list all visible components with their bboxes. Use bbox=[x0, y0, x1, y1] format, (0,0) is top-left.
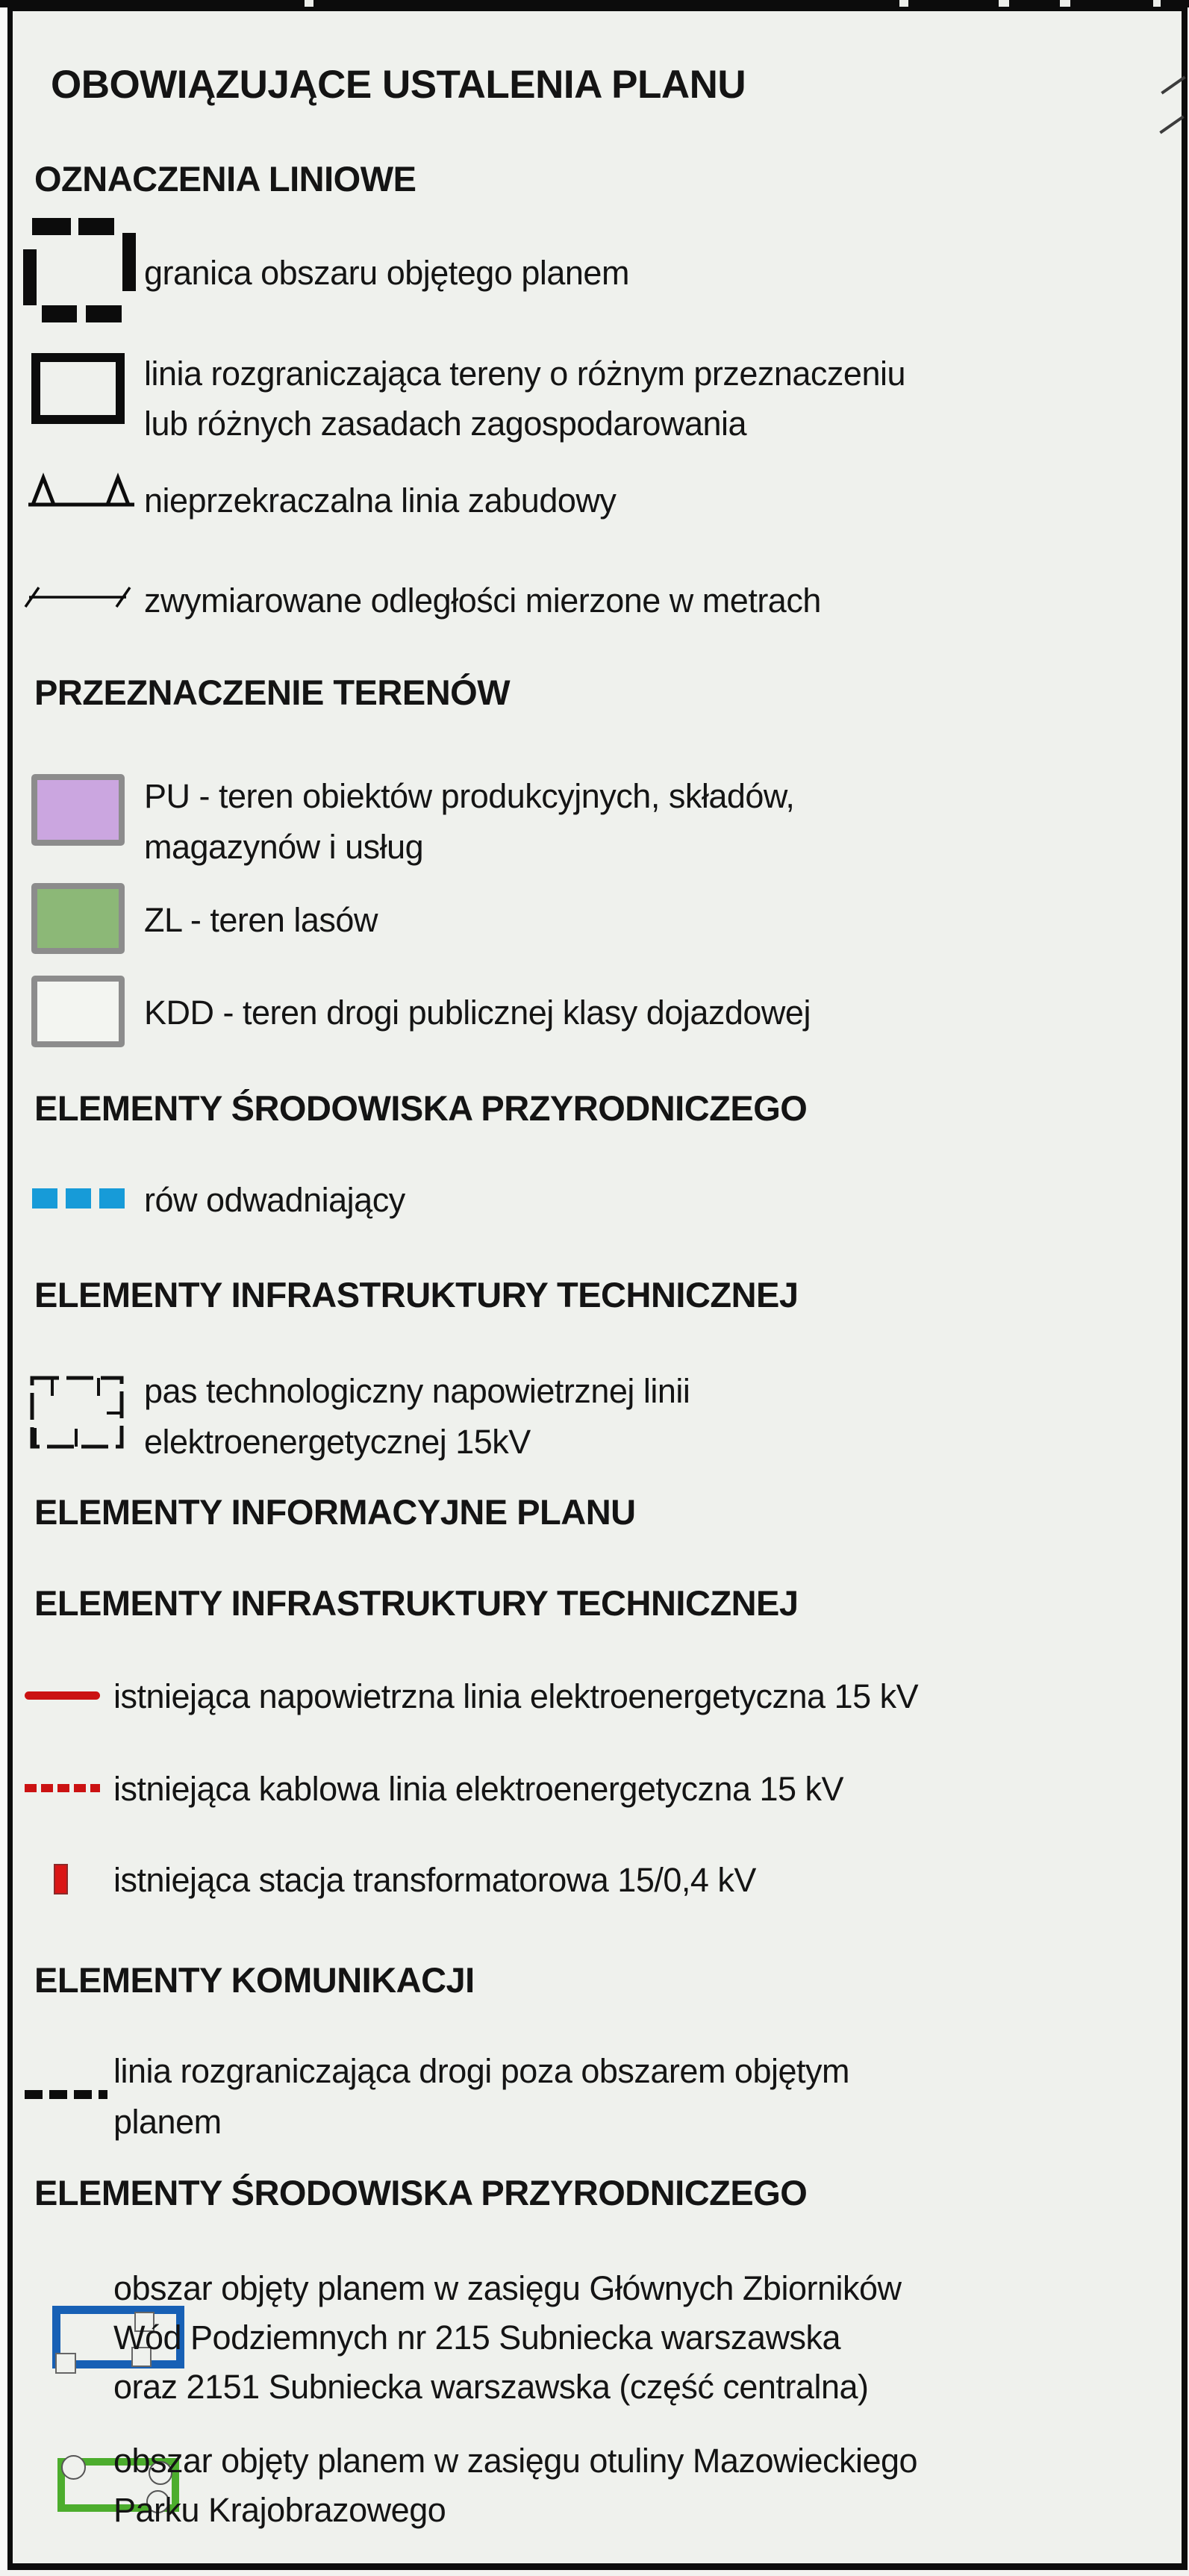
pu-swatch bbox=[31, 774, 125, 846]
stacja-transformatorowa-label: istniejąca stacja transformatorowa 15/0,4 kV bbox=[113, 1861, 756, 1899]
gzwp-label bbox=[113, 2264, 902, 2412]
linia-kablowa-label: istniejąca kablowa linia elektroenergetyczna 15 kV bbox=[113, 1770, 844, 1808]
label-line: Wód Podziemnych nr 215 Subniecka warszawska bbox=[113, 2318, 840, 2357]
pas-technologiczny-symbol bbox=[30, 1376, 124, 1449]
linia-napowietrzna-label: istniejąca napowietrzna linia elektroenergetyczna 15 kV bbox=[113, 1677, 919, 1715]
drogi-poza-obszarem-label bbox=[113, 2046, 849, 2148]
linia-rozgraniczajaca-label bbox=[144, 349, 905, 449]
linia-rozgraniczajaca-symbol bbox=[31, 353, 125, 424]
section-przeznaczenie-terenow: PRZEZNACZENIE TERENÓW bbox=[34, 673, 511, 712]
section-oznaczenia-liniowe: OZNACZENIA LINIOWE bbox=[34, 159, 416, 199]
section-srodowisko-2: ELEMENTY ŚRODOWISKA PRZYRODNICZEGO bbox=[34, 2173, 808, 2212]
zl-swatch bbox=[31, 883, 125, 954]
label-line: linia rozgraniczająca drogi poza obszarem objętym bbox=[113, 2052, 850, 2090]
section-infrastruktura-2: ELEMENTY INFRASTRUKTURY TECHNICZNEJ bbox=[34, 1583, 799, 1623]
label-line: linia rozgraniczająca tereny o różnym przeznaczeniu bbox=[144, 355, 906, 393]
pu-label bbox=[144, 771, 794, 873]
legend-title: OBOWIĄZUJĄCE USTALENIA PLANU bbox=[51, 63, 746, 107]
sheet-edge-bottom bbox=[0, 2570, 1189, 2576]
label-line: PU - teren obiektów produkcyjnych, składów, bbox=[144, 777, 795, 815]
section-komunikacja: ELEMENTY KOMUNIKACJI bbox=[34, 1960, 475, 2000]
kdd-swatch bbox=[31, 976, 125, 1047]
pas-technologiczny-label bbox=[144, 1366, 690, 1468]
label-line: obszar objęty planem w zasięgu otuliny Mazowieckiego bbox=[113, 2442, 918, 2480]
label-line: magazynów i usług bbox=[144, 828, 424, 866]
label-line: obszar objęty planem w zasięgu Głównych Zbiorników bbox=[113, 2269, 902, 2307]
label-line: Parku Krajobrazowego bbox=[113, 2491, 446, 2529]
linia-zabudowy-symbol bbox=[28, 473, 134, 508]
label-line: elektroenergetycznej 15kV bbox=[144, 1423, 531, 1461]
odleglosci-symbol bbox=[25, 581, 131, 613]
stacja-transformatorowa-symbol bbox=[54, 1864, 68, 1894]
otulina-label bbox=[113, 2436, 917, 2535]
linia-zabudowy-label: nieprzekraczalna linia zabudowy bbox=[144, 481, 617, 520]
section-informacyjne: ELEMENTY INFORMACYJNE PLANU bbox=[34, 1492, 636, 1532]
row-odwadniajacy-label: rów odwadniający bbox=[144, 1181, 405, 1219]
zl-label: ZL - teren lasów bbox=[144, 901, 378, 939]
label-line: lub różnych zasadach zagospodarowania bbox=[144, 405, 747, 443]
section-srodowisko-1: ELEMENTY ŚRODOWISKA PRZYRODNICZEGO bbox=[34, 1088, 808, 1128]
label-line: planem bbox=[113, 2103, 222, 2141]
granica-label: granica obszaru objętego planem bbox=[144, 254, 629, 292]
label-line: oraz 2151 Subniecka warszawska (część centralna) bbox=[113, 2368, 869, 2406]
odleglosci-label: zwymiarowane odległości mierzone w metrach bbox=[144, 581, 821, 620]
label-line: pas technologiczny napowietrznej linii bbox=[144, 1372, 690, 1410]
linia-napowietrzna-symbol bbox=[25, 1691, 100, 1700]
kdd-label: KDD - teren drogi publicznej klasy dojazdowej bbox=[144, 994, 811, 1032]
section-infrastruktura-1: ELEMENTY INFRASTRUKTURY TECHNICZNEJ bbox=[34, 1275, 799, 1314]
